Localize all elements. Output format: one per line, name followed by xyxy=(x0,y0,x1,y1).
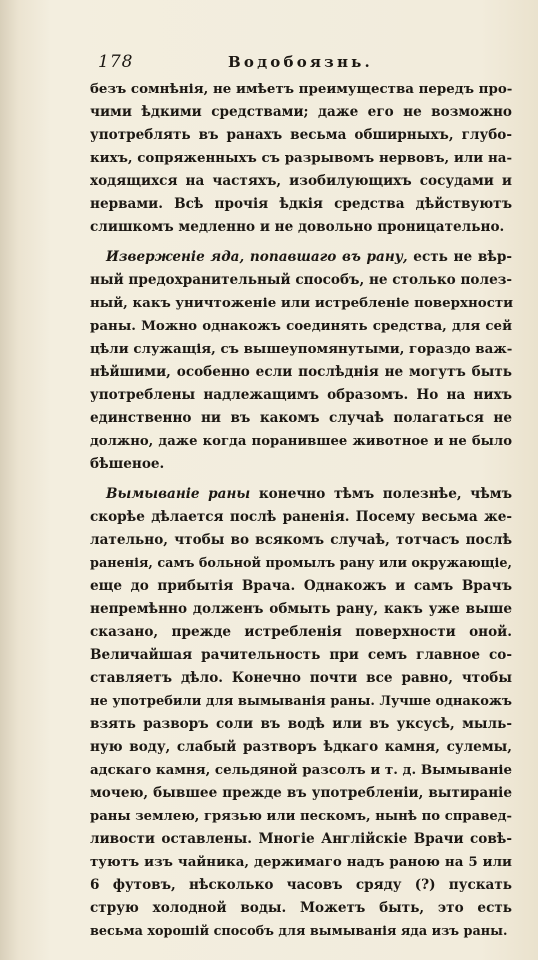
text-line: нервами. Всѣ прочія ѣдкія средства дѣйствуютъ xyxy=(90,196,512,212)
text-line: безъ сомнѣнія, не имѣетъ преимущества передъ про- xyxy=(90,81,513,97)
text-line: струю холодной воды. Можетъ быть, это есть xyxy=(90,900,512,916)
text-line: цѣли служащія, съ вышеупомянутыми, гораздо важ- xyxy=(90,341,513,357)
body-text xyxy=(90,78,512,943)
text-line: единственно ни въ какомъ случаѣ полагаться не xyxy=(90,410,512,426)
text-line: должно, даже когда поранившее животное и не было xyxy=(90,434,512,449)
text-line: ходящихся на частяхъ, изобилующихъ сосудами и xyxy=(90,173,512,189)
text-line: сказано, прежде истребленія поверхности оной. xyxy=(90,624,512,640)
text-fragment: есть не вѣр- xyxy=(407,249,512,265)
text-line: лательно, чтобы во всякомъ случаѣ, тотчасъ послѣ xyxy=(90,532,512,548)
text-line: еще до прибытія Врача. Однакожъ и самъ Врачъ xyxy=(90,578,512,594)
text-line: скорѣе дѣлается послѣ раненія. Посему весьма же- xyxy=(90,509,512,525)
text-line: не употребили для вымыванія раны. Лучше однакожъ xyxy=(90,694,512,709)
paragraph-first-line xyxy=(90,483,512,506)
text-line: чими ѣдкими средствами; даже его не возможно xyxy=(90,104,512,120)
running-title: Водобоязнь. xyxy=(228,53,373,71)
text-line: слишкомъ медленно и не довольно проницательно. xyxy=(90,219,505,235)
text-line: весьма хорошій способъ для вымыванія яда изъ раны. xyxy=(90,924,508,939)
text-line: непремѣнно долженъ обмыть рану, какъ уже выше xyxy=(90,601,512,617)
text-line: кихъ, сопряженныхъ съ разрывомъ нервовъ, или на- xyxy=(90,150,512,166)
text-line: мочею, бывшее прежде въ употребленіи, вытираніе xyxy=(90,785,512,801)
page-number: 178 xyxy=(98,52,134,72)
page-header xyxy=(80,52,512,80)
text-line: раненія, самъ больной промылъ рану или окружающіе, xyxy=(90,556,512,571)
text-line: адскаго камня, сельдяной разсолъ и т. д. Вымываніе xyxy=(90,762,512,778)
text-line: ный, какъ уничтоженіе или истребленіе поверхности xyxy=(90,295,514,311)
text-line: употреблены надлежащимъ образомъ. Но на нихъ xyxy=(90,387,512,403)
text-line: ставляетъ дѣло. Конечно почти все равно, чтобы xyxy=(90,670,512,686)
text-line: нѣйшими, особенно если послѣднія не могутъ быть xyxy=(90,364,512,380)
text-line: взять разворъ соли въ водѣ или въ уксусѣ, мыль- xyxy=(90,716,512,732)
text-line: бѣшеное. xyxy=(90,456,165,472)
text-line: раны землею, грязью или пескомъ, нынѣ по справед- xyxy=(90,809,512,824)
text-line: ную воду, слабый разтворъ ѣдкаго камня, сулемы, xyxy=(90,739,512,755)
text-fragment: конечно тѣмъ полезнѣе, чѣмъ xyxy=(250,486,513,502)
text-line: ливости оставлены. Многіе Англійскіе Врачи совѣ- xyxy=(90,831,512,847)
paragraph-first-line xyxy=(90,246,512,269)
paragraph-lead: Вымываніе раны xyxy=(106,486,251,502)
text-line: туютъ изъ чайника, держимаго надъ раною на 5 или xyxy=(90,854,512,870)
paragraph-lead: Изверженіе яда, попавшаго въ рану, xyxy=(106,249,408,265)
text-line: употреблять въ ранахъ весьма обширныхъ, глубо- xyxy=(90,127,512,143)
text-line: ный предохранительный способъ, не столько полез- xyxy=(90,272,513,288)
text-line: 6 футовъ, нѣсколько часовъ сряду (?) пускать xyxy=(90,877,512,893)
text-line: Величайшая рачительность при семъ главное со- xyxy=(90,647,512,663)
text-line: раны. Можно однакожъ соединять средства, для сей xyxy=(90,318,512,334)
